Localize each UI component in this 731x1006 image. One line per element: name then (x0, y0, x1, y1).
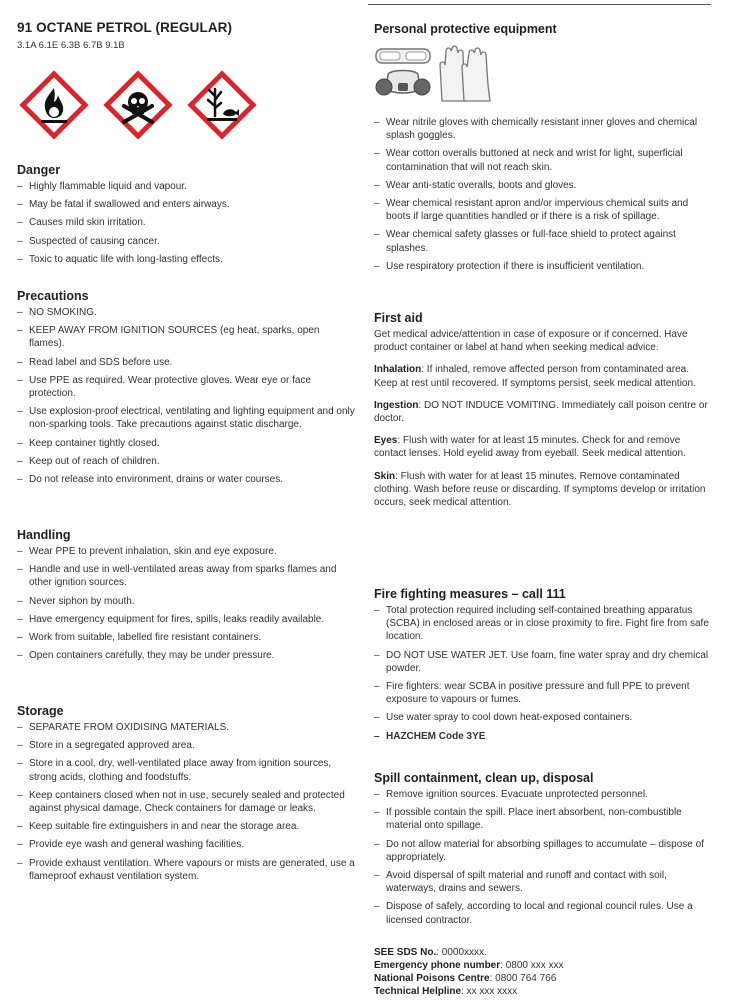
first-aid-intro: Get medical advice/attention in case of exposure or if concerned. Have product container or label at hand when seeking medical advice. (374, 329, 688, 354)
handling-item: – Handle and use in well-ventilated areas away from sparks flames and other ignition sources. (17, 563, 357, 589)
fire-list (374, 604, 714, 743)
ppe-item: – Wear chemical safety glasses or full-face shield to protect against splashes. (374, 228, 714, 254)
spill-item: – Do not allow material for absorbing spillages to accumulate – dispose of appropriately. (374, 838, 714, 864)
danger-list (17, 180, 357, 266)
handling-item: – Have emergency equipment for fires, spills, leaks readily available. (17, 613, 357, 626)
ppe-item: – Wear cotton overalls buttoned at neck and wrist for light, superficial contamination that will not reach skin. (374, 147, 714, 173)
first-aid-ingestion: Ingestion: DO NOT INDUCE VOMITING. Immediately call poison centre or doctor. (374, 399, 708, 425)
storage-item: – Store in a segregated approved area. (17, 739, 357, 752)
precaution-item: – Use explosion-proof electrical, ventilating and lighting equipment and only non-sparking tools. Take precautions against static discharge. (17, 405, 357, 431)
precaution-item: – Use PPE as required. Wear protective gloves. Wear eye or face protection. (17, 374, 357, 400)
spill-item: – Remove ignition sources. Evacuate unprotected personnel. (374, 788, 714, 801)
ppe-list (374, 116, 714, 273)
precaution-item: – Keep out of reach of children. (17, 455, 357, 468)
ppe-item: – Wear anti-static overalls, boots and gloves. (374, 179, 714, 192)
ppe-item: – Use respiratory protection if there is insufficient ventilation. (374, 260, 714, 273)
danger-item: – Causes mild skin irritation. (17, 216, 357, 229)
danger-item: – Highly flammable liquid and vapour. (17, 180, 357, 193)
technical-helpline: Technical Helpline: xx xxx xxxx (374, 986, 518, 997)
gloves-icon (436, 43, 494, 105)
handling-section (17, 528, 357, 667)
fire-item: – Use water spray to cool down heat-exposed containers. (374, 711, 714, 724)
precautions-heading: Precautions (17, 289, 89, 303)
handling-item: – Wear PPE to prevent inhalation, skin and eye exposure. (17, 545, 357, 558)
ppe-item: – Wear nitrile gloves with chemically resistant inner gloves and chemical splash goggles. (374, 116, 714, 142)
fire-item: – Fire fighters: wear SCBA in positive pressure and full PPE to prevent exposure to vapours or fumes. (374, 680, 714, 706)
handling-item: – Open containers carefully, they may be under pressure. (17, 649, 357, 662)
precaution-item: – Do not release into environment, drains or water courses. (17, 473, 357, 486)
precautions-section (17, 289, 357, 491)
precaution-item: – Keep container tightly closed. (17, 437, 357, 450)
ppe-section (374, 22, 714, 39)
emergency-phone: Emergency phone number: 0800 xxx xxx (374, 960, 564, 971)
hazard-classes: 3.1A 6.1E 6.3B 6.7B 9.1B (17, 40, 125, 51)
handling-list (17, 545, 357, 662)
handling-heading: Handling (17, 528, 71, 542)
spill-section (374, 771, 714, 932)
handling-item: – Never siphon by mouth. (17, 595, 357, 608)
storage-section (17, 704, 357, 888)
storage-item: – Provide eye wash and general washing facilities. (17, 838, 357, 851)
storage-item: – Keep suitable fire extinguishers in and near the storage area. (17, 820, 357, 833)
first-aid-eyes: Eyes: Flush with water for at least 15 minutes. Check for and remove contact lenses. Hold eyelid away from eyeball. Seek medical attention. (374, 435, 686, 460)
product-title: 91 OCTANE PETROL (REGULAR) (17, 20, 233, 35)
hazchem-code: – HAZCHEM Code 3YE (374, 730, 714, 743)
danger-item: – Suspected of causing cancer. (17, 235, 357, 248)
ghs-pictograms (17, 68, 277, 144)
spill-list (374, 788, 714, 927)
skull-crossbones-icon (101, 68, 175, 142)
flame-icon (17, 68, 91, 142)
precautions-list (17, 306, 357, 486)
fire-item: – DO NOT USE WATER JET. Use foam, fine water spray and dry chemical powder. (374, 649, 714, 675)
danger-heading: Danger (17, 163, 61, 177)
contact-footer (374, 946, 714, 998)
spill-item: – Dispose of safely, according to local and regional council rules. Use a licensed contractor. (374, 900, 714, 926)
fire-section (374, 587, 714, 748)
storage-item: – Keep containers closed when not in use, securely sealed and protected against physical damage. Check containers for damage or leaks. (17, 789, 357, 815)
storage-heading: Storage (17, 704, 64, 718)
fire-item: – Total protection required including self-contained breathing apparatus (SCBA) in enclosed areas or in close proximity to fire. Fight fire from safe location. (374, 604, 714, 644)
storage-item: – SEPARATE FROM OXIDISING MATERIALS. (17, 721, 357, 734)
precaution-item: – Read label and SDS before use. (17, 356, 357, 369)
ppe-list-wrap (374, 116, 714, 278)
poisons-centre: National Poisons Centre: 0800 764 766 (374, 973, 557, 984)
danger-section (17, 163, 357, 271)
storage-item: – Provide exhaust ventilation. Where vapours or mists are generated, use a flameproof exhaust ventilation system. (17, 857, 357, 883)
ppe-item: – Wear chemical resistant apron and/or impervious chemical suits and boots if large quantities handled or if there is a risk of spillage. (374, 197, 714, 223)
danger-item: – Toxic to aquatic life with long-lasting effects. (17, 253, 357, 266)
sds-number: SEE SDS No.: 0000xxxx. (374, 947, 487, 958)
goggles-respirator-icon (374, 45, 432, 105)
spill-item: – If possible contain the spill. Place inert absorbent, non-combustible material onto spillage. (374, 806, 714, 832)
precaution-item: – NO SMOKING. (17, 306, 357, 319)
ppe-heading: Personal protective equipment (374, 22, 557, 36)
spill-item: – Avoid dispersal of spilt material and runoff and contact with soil, waterways, drains and sewers. (374, 869, 714, 895)
storage-list (17, 721, 357, 883)
environment-icon (185, 68, 259, 142)
precaution-item: – KEEP AWAY FROM IGNITION SOURCES (eg heat, sparks, open flames). (17, 324, 357, 350)
first-aid-inhalation: Inhalation: If inhaled, remove affected person from contaminated area. Keep at rest until recovered. If symptoms persist, seek medical attention. (374, 364, 696, 389)
storage-item: – Store in a cool, dry, well-ventilated place away from ignition sources, strong acids, clothing and foodstuffs. (17, 757, 357, 783)
ppe-icons (374, 43, 494, 107)
first-aid-section (374, 311, 714, 518)
first-aid-heading: First aid (374, 311, 423, 325)
handling-item: – Work from suitable, labelled fire resistant containers. (17, 631, 357, 644)
first-aid-skin: Skin: Flush with water for at least 15 minutes. Remove contaminated clothing. Wash before reuse or discarding. If symptoms develop or irritation occurs, seek medical attention. (374, 470, 706, 509)
spill-heading: Spill containment, clean up, disposal (374, 771, 594, 785)
fire-heading: Fire fighting measures – call 111 (374, 587, 566, 601)
danger-item: – May be fatal if swallowed and enters airways. (17, 198, 357, 211)
top-rule (368, 4, 711, 5)
